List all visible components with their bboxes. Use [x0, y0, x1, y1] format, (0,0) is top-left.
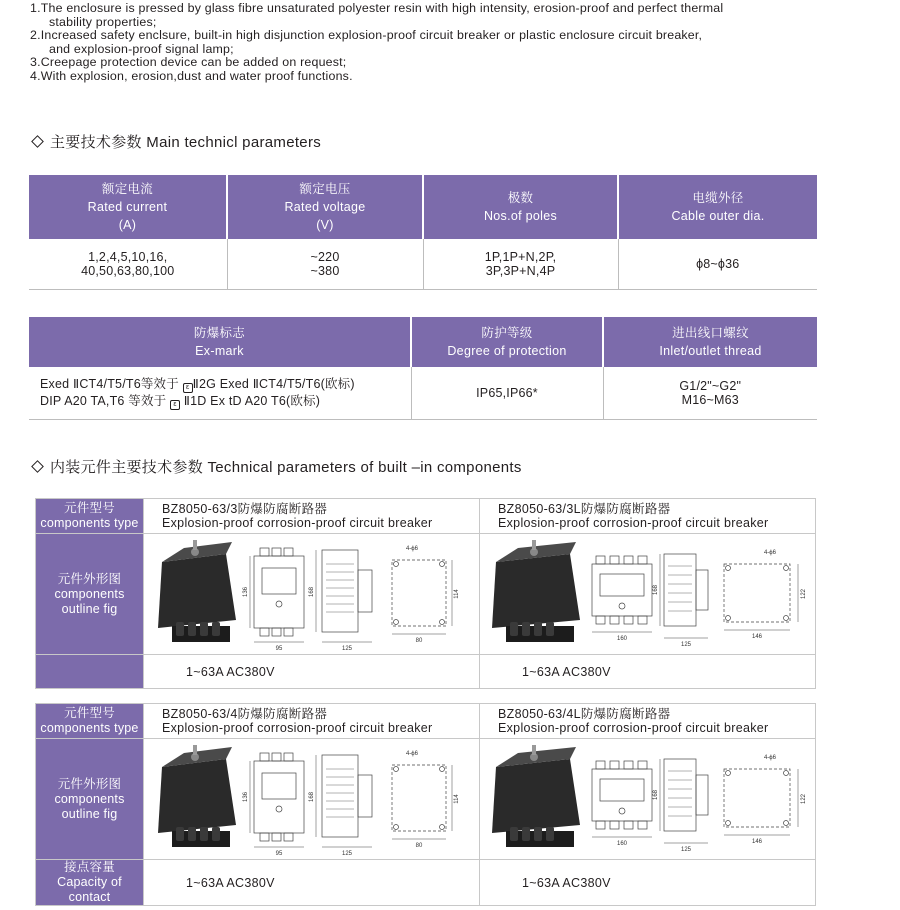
enclosure-photo-icon — [492, 540, 580, 642]
dimension-label-h2: 168 — [653, 584, 659, 596]
section-title-text: 主要技术参数 Main technicl parameters — [50, 134, 322, 151]
dimension-label-h2: 168 — [309, 791, 315, 803]
component-name-left: BZ8050-63/3防爆防腐断路器 Explosion-proof corrosion-proof circuit breaker — [144, 499, 480, 534]
ex-hexagon-icon: ε — [170, 400, 180, 410]
header-protection-degree: 防护等级 Degree of protection — [411, 317, 603, 367]
header-thread: 进出线口螺纹 Inlet/outlet thread — [603, 317, 817, 367]
cell-rated-current: 1,2,4,5,10,16, 40,50,63,80,100 — [29, 239, 227, 289]
components-table-1 — [35, 498, 816, 689]
dimension-label-holes: 4-ϕ6 — [405, 751, 419, 757]
label-components-type: 元件型号 components type — [36, 499, 144, 534]
dimension-label-w1: 95 — [275, 851, 283, 857]
dimension-label-holes: 4-ϕ6 — [763, 755, 777, 761]
breaker-side-drawing — [316, 550, 372, 642]
diamond-bullet-icon — [31, 135, 44, 148]
dimension-label-w1: 160 — [616, 636, 628, 642]
dimension-label-h3: 114 — [454, 794, 460, 804]
components-table-2 — [35, 703, 816, 906]
mounting-hole-drawing — [724, 564, 798, 630]
breaker-front-drawing — [250, 548, 304, 642]
section-title-text: 内装元件主要技术参数 Technical parameters of built –in components — [50, 459, 522, 476]
dimension-label-holes: 4-ϕ6 — [405, 546, 419, 552]
feature-3: 3.Creepage protection device can be added on request; — [30, 55, 347, 70]
cell-thread: G1/2"~G2" M16~M63 — [603, 367, 817, 419]
dimension-label-w2: 125 — [341, 646, 353, 652]
breaker-front-drawing — [250, 753, 304, 847]
enclosure-photo-icon — [158, 745, 236, 847]
breaker-side-drawing — [660, 759, 708, 843]
dimension-label-w2: 125 — [680, 642, 692, 648]
enclosure-photo-icon — [492, 745, 580, 847]
dimension-label-holes: 4-ϕ6 — [763, 550, 777, 556]
header-cable-dia: 电缆外径 Cable outer dia. — [618, 175, 817, 239]
cell-poles: 1P,1P+N,2P, 3P,3P+N,4P — [423, 239, 618, 289]
cell-ex-mark: Exed ⅡCT4/T5/T6等效于 ε Ⅱ2G Exed ⅡCT4/T5/T6(欧标) DIP A20 TA,T6 等效于 ε Ⅱ1D Ex tD A20 T6(欧标) — [29, 367, 411, 419]
ex-hexagon-icon: ε — [183, 383, 193, 393]
cell-rated-voltage: ~220 ~380 — [227, 239, 423, 289]
breaker-side-drawing — [316, 755, 372, 847]
capacity-left: 1~63A AC380V — [144, 655, 480, 689]
outline-figure-left — [144, 739, 480, 860]
dimension-label-h2: 168 — [309, 586, 315, 598]
section-title-built-in — [30, 456, 522, 477]
header-poles: 极数 Nos.of poles — [423, 175, 618, 239]
component-name-left: BZ8050-63/4防爆防腐断路器 Explosion-proof corrosion-proof circuit breaker — [144, 704, 480, 739]
dimension-label-h3: 114 — [454, 589, 460, 599]
feature-2-cont: and explosion-proof signal lamp; — [49, 41, 234, 56]
breaker-side-drawing — [660, 554, 708, 638]
section-title-main-params — [30, 131, 321, 152]
capacity-right: 1~63A AC380V — [480, 655, 816, 689]
feature-list — [30, 2, 830, 84]
label-outline-fig: 元件外形图 components outline fig — [36, 739, 144, 860]
mounting-hole-drawing — [724, 769, 798, 835]
header-ex-mark: 防爆标志 Ex-mark — [29, 317, 411, 367]
dimension-label-w3: 146 — [751, 634, 763, 640]
breaker-front-drawing — [592, 761, 652, 837]
outline-figure-right — [480, 739, 816, 860]
breaker-front-drawing — [592, 556, 652, 632]
cell-protection-degree: IP65,IP66* — [411, 367, 603, 419]
dimension-label-w2: 125 — [341, 851, 353, 857]
outline-figure-right — [480, 534, 816, 655]
dimension-label-w3: 80 — [415, 843, 423, 849]
feature-1-cont: stability properties; — [49, 14, 157, 29]
dimension-label-h3: 122 — [801, 588, 807, 600]
feature-4: 4.With explosion, erosion,dust and water proof functions. — [30, 68, 353, 83]
label-outline-fig: 元件外形图 components outline fig — [36, 534, 144, 655]
main-params-table-2 — [29, 317, 817, 420]
dimension-label-w2: 125 — [680, 847, 692, 853]
main-params-table-1 — [29, 175, 817, 290]
cell-cable-dia: ϕ8~ϕ36 — [618, 239, 817, 289]
component-name-right: BZ8050-63/3L防爆防腐断路器 Explosion-proof corrosion-proof circuit breaker — [480, 499, 816, 534]
dimension-label-w3: 146 — [751, 839, 763, 845]
enclosure-photo-icon — [158, 540, 236, 642]
dimension-label-h1: 136 — [243, 791, 249, 803]
dimension-label-w1: 95 — [275, 646, 283, 652]
header-rated-current: 额定电流 Rated current (A) — [29, 175, 227, 239]
feature-2: 2.Increased safety enclsure, built-in high disjunction explosion-proof circuit breaker or plastic enclosure circuit breaker, — [30, 28, 703, 43]
label-capacity: 接点容量 Capacity of contact — [36, 860, 144, 906]
dimension-label-h2: 168 — [653, 789, 659, 801]
mounting-hole-drawing — [392, 765, 452, 839]
capacity-left: 1~63A AC380V — [144, 860, 480, 906]
label-capacity-blank — [36, 655, 144, 689]
header-rated-voltage: 额定电压 Rated voltage (V) — [227, 175, 423, 239]
dimension-label-w3: 80 — [415, 638, 423, 644]
diamond-bullet-icon — [31, 460, 44, 473]
label-components-type: 元件型号 components type — [36, 704, 144, 739]
dimension-label-w1: 160 — [616, 841, 628, 847]
outline-figure-left — [144, 534, 480, 655]
mounting-hole-drawing — [392, 560, 452, 634]
component-name-right: BZ8050-63/4L防爆防腐断路器 Explosion-proof corrosion-proof circuit breaker — [480, 704, 816, 739]
feature-1: 1.The enclosure is pressed by glass fibre unsaturated polyester resin with high intensity, erosion-proof and perfect thermal — [30, 1, 724, 15]
dimension-label-h1: 136 — [243, 586, 249, 598]
capacity-right: 1~63A AC380V — [480, 860, 816, 906]
dimension-label-h3: 122 — [801, 793, 807, 805]
